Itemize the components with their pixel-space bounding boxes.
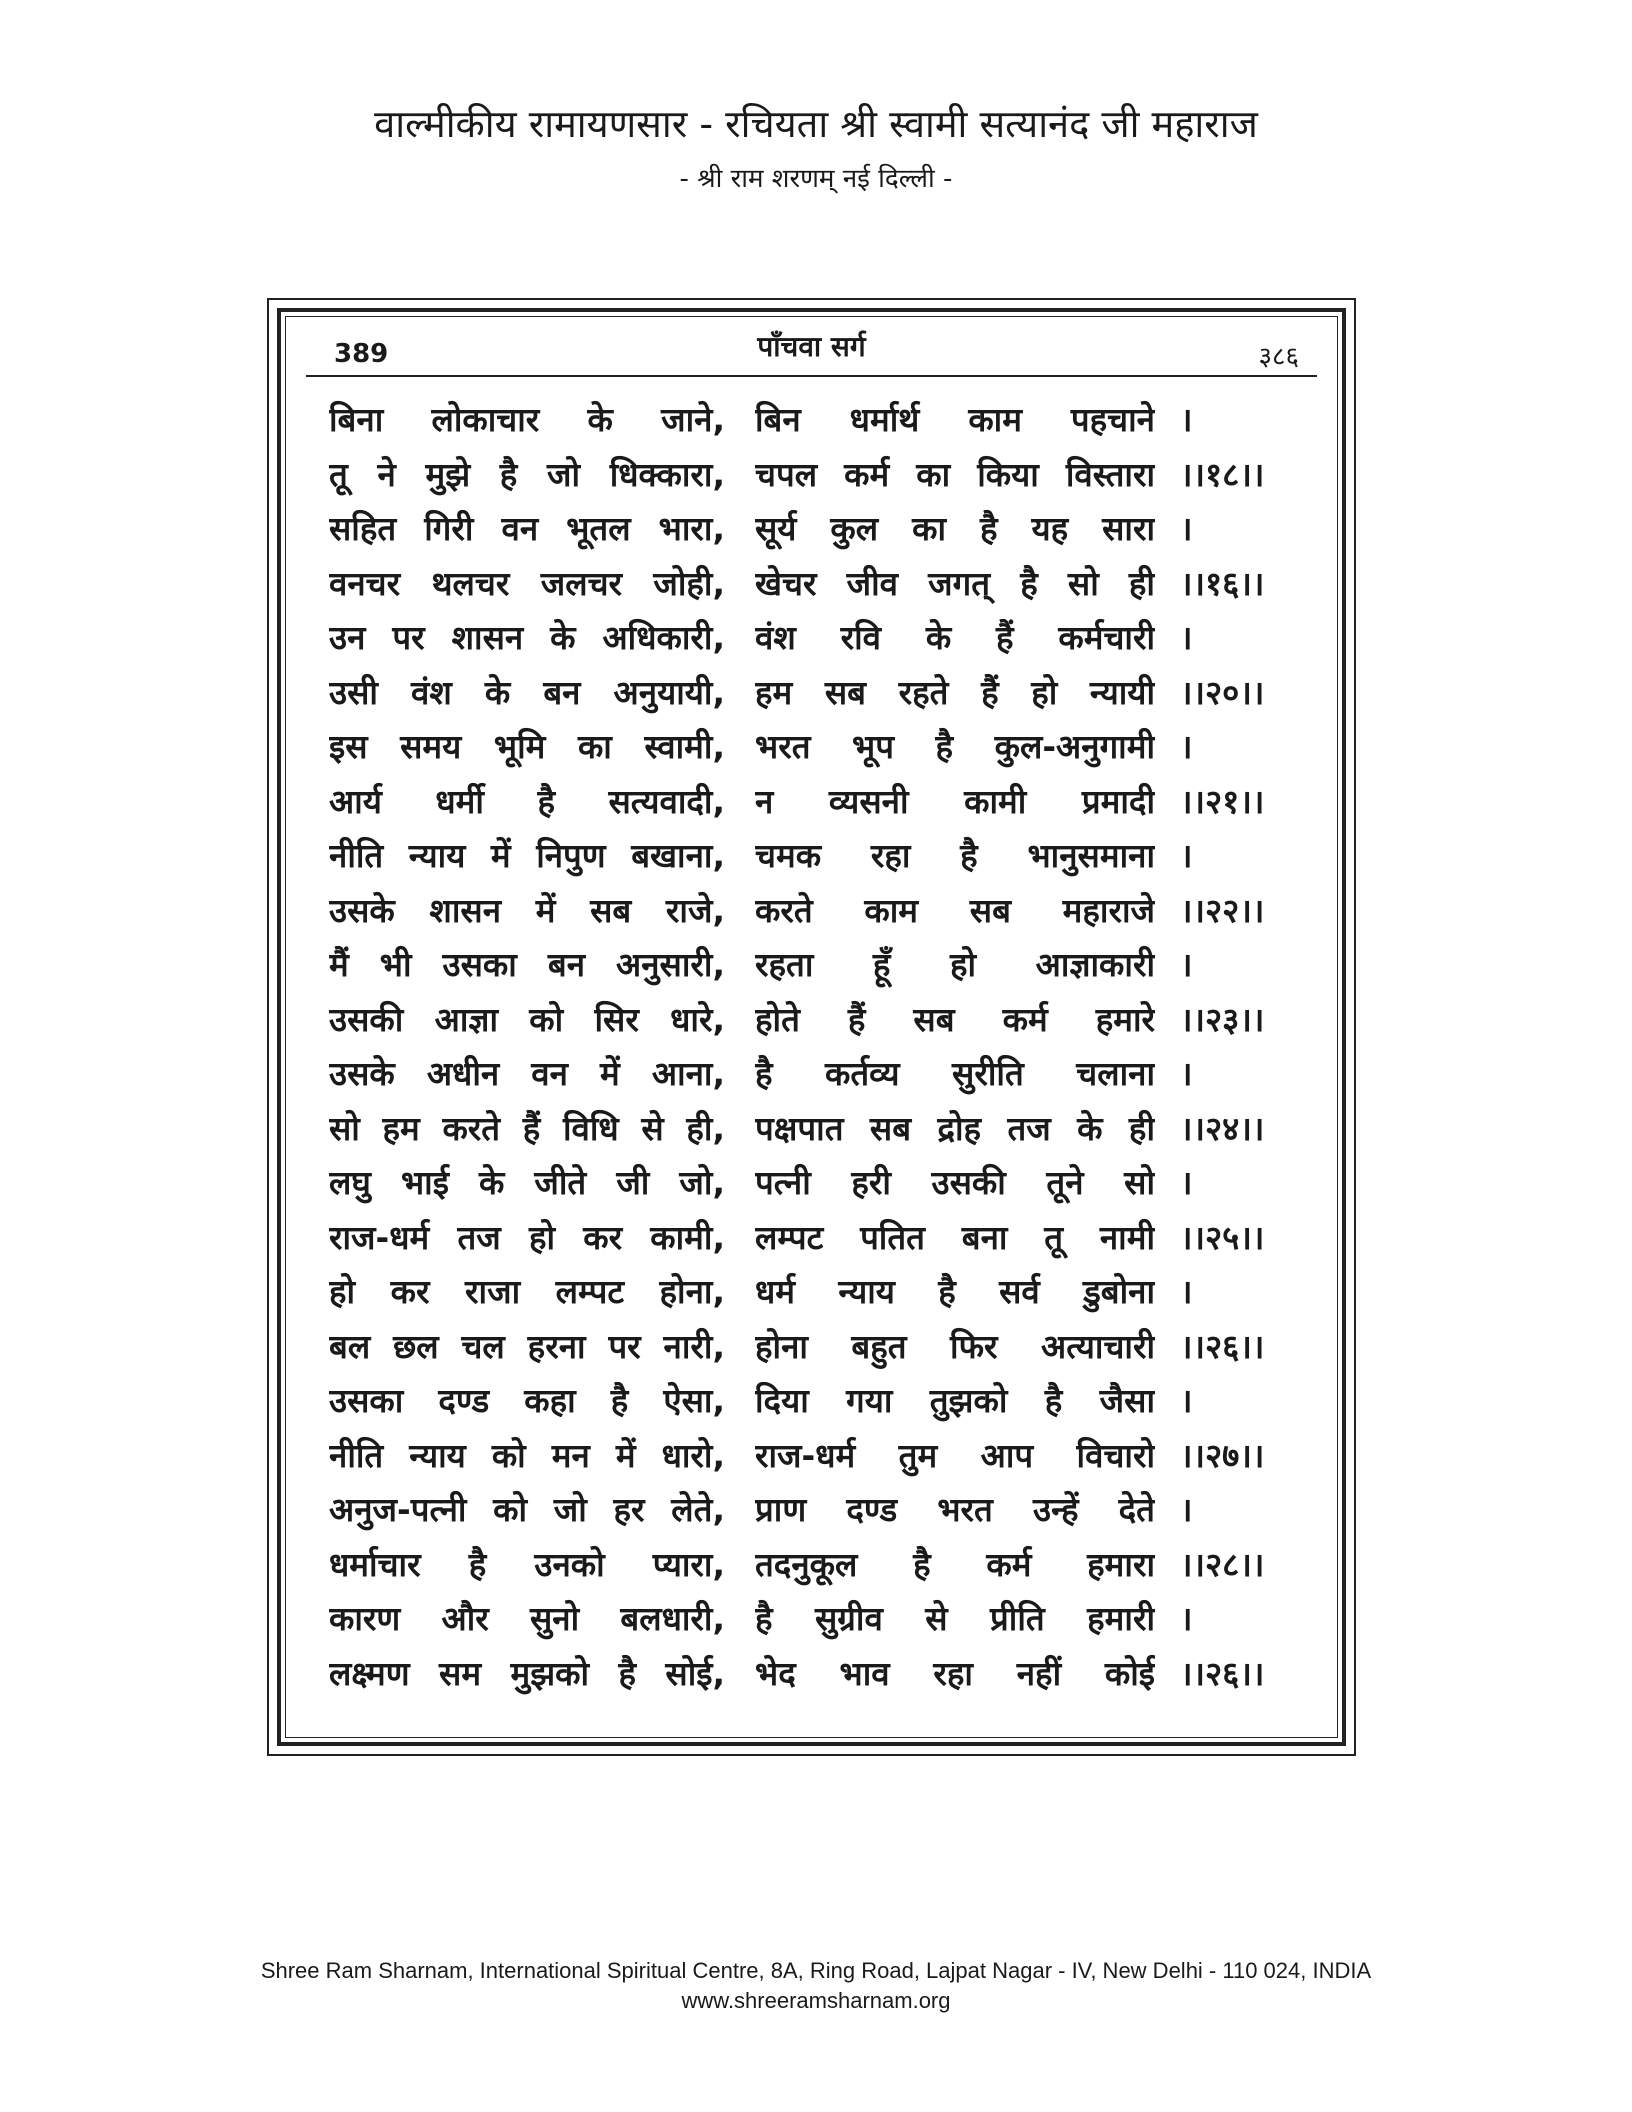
- verse-second-half: प्राण दण्ड भरत उन्हें देते: [755, 1490, 1155, 1529]
- verse-line: [286, 938, 1337, 993]
- verse-marker: ।: [1180, 727, 1193, 766]
- verse-marker: ।।१६।।: [1180, 563, 1265, 603]
- verse-first-half: नीति न्याय को मन में धारो,: [329, 1435, 725, 1475]
- verse-first-half: कारण और सुनो बलधारी,: [329, 1599, 725, 1638]
- verse-line: [286, 1102, 1337, 1157]
- verse-marker: ।।२७।।: [1180, 1435, 1265, 1475]
- verse-first-half: नीति न्याय में निपुण बखाना,: [329, 836, 725, 875]
- verse-line: [286, 1592, 1337, 1647]
- verse-line: [286, 1265, 1337, 1320]
- verse-first-half: उसी वंश के बन अनुयायी,: [329, 672, 725, 712]
- verse-marker: ।: [1180, 1599, 1193, 1638]
- verse-line: [286, 720, 1337, 775]
- verse-marker: ।: [1180, 945, 1193, 984]
- verse-first-half: सो हम करते हैं विधि से ही,: [329, 1108, 725, 1148]
- verse-marker: ।।२८।।: [1180, 1544, 1265, 1584]
- verse-first-half: हो कर राजा लम्पट होना,: [329, 1272, 725, 1311]
- verse-first-half: राज-धर्म तज हो कर कामी,: [329, 1217, 725, 1257]
- verse-line: [286, 1047, 1337, 1102]
- verse-first-half: मैं भी उसका बन अनुसारी,: [329, 945, 725, 984]
- page-number-devanagari: ३८६: [1258, 342, 1299, 372]
- verse-first-half: बिना लोकाचार के जाने,: [329, 400, 725, 439]
- verse-line: [286, 1156, 1337, 1211]
- verse-line: [286, 993, 1337, 1048]
- verse-second-half: भरत भूप है कुल-अनुगामी: [755, 727, 1155, 766]
- verse-second-half: होना बहुत फिर अत्याचारी: [755, 1326, 1155, 1366]
- verse-second-half: चमक रहा है भानुसमाना: [755, 836, 1155, 875]
- page-number-arabic: 389: [334, 339, 389, 369]
- verse-second-half: भेद भाव रहा नहीं कोई: [755, 1653, 1155, 1693]
- verse-second-half: वंश रवि के हैं कर्मचारी: [755, 618, 1155, 657]
- verse-list: [286, 393, 1337, 1701]
- verse-marker: ।।२२।।: [1180, 890, 1265, 930]
- verse-second-half: चपल कर्म का किया विस्तारा: [755, 454, 1155, 494]
- verse-second-half: बिन धर्मार्थ काम पहचाने: [755, 400, 1155, 439]
- verse-marker: ।: [1180, 836, 1193, 875]
- verse-line: [286, 448, 1337, 503]
- verse-line: [286, 393, 1337, 448]
- page-frame-inner: [277, 308, 1346, 1746]
- verse-first-half: इस समय भूमि का स्वामी,: [329, 727, 725, 766]
- verse-marker: ।।२६।।: [1180, 1326, 1265, 1366]
- verse-marker: ।: [1180, 1381, 1193, 1420]
- verse-marker: ।: [1180, 1272, 1193, 1311]
- footer-address: Shree Ram Sharnam, International Spiritual Centre, 8A, Ring Road, Lajpat Nagar - IV, New Delhi - 110 024, INDIA: [260, 1958, 1372, 1983]
- verse-second-half: दिया गया तुझको है जैसा: [755, 1381, 1155, 1420]
- verse-second-half: खेचर जीव जगत् है सो ही: [755, 563, 1155, 603]
- footer-website: www.shreeramsharnam.org: [681, 1988, 951, 2013]
- verse-line: [286, 884, 1337, 939]
- verse-first-half: आर्य धर्मी है सत्यवादी,: [329, 781, 725, 821]
- verse-marker: ।: [1180, 1490, 1193, 1529]
- verse-first-half: सहित गिरी वन भूतल भारा,: [329, 509, 725, 548]
- document-subtitle: - श्री राम शरणम् नई दिल्ली -: [679, 164, 953, 194]
- verse-line: [286, 775, 1337, 830]
- verse-marker: ।।२५।।: [1180, 1217, 1265, 1257]
- verse-first-half: वनचर थलचर जलचर जोही,: [329, 563, 725, 603]
- page-frame: [267, 298, 1356, 1756]
- verse-second-half: सूर्य कुल का है यह सारा: [755, 509, 1155, 548]
- verse-marker: ।: [1180, 400, 1193, 439]
- verse-first-half: उसके शासन में सब राजे,: [329, 890, 725, 930]
- verse-line: [286, 1320, 1337, 1375]
- verse-first-half: उसका दण्ड कहा है ऐसा,: [329, 1381, 725, 1420]
- verse-second-half: तदनुकूल है कर्म हमारा: [755, 1544, 1155, 1584]
- verse-second-half: लम्पट पतित बना तू नामी: [755, 1217, 1155, 1257]
- verse-marker: ।: [1180, 618, 1193, 657]
- verse-line: [286, 557, 1337, 612]
- verse-marker: ।।२६।।: [1180, 1653, 1265, 1693]
- verse-second-half: पत्नी हरी उसकी तूने सो: [755, 1163, 1155, 1202]
- verse-first-half: लक्ष्मण सम मुझको है सोई,: [329, 1653, 725, 1693]
- verse-line: [286, 1374, 1337, 1429]
- verse-second-half: करते काम सब महाराजे: [755, 890, 1155, 930]
- verse-marker: ।: [1180, 1163, 1193, 1202]
- verse-line: [286, 829, 1337, 884]
- verse-second-half: है कर्तव्य सुरीति चलाना: [755, 1054, 1155, 1093]
- verse-second-half: होते हैं सब कर्म हमारे: [755, 999, 1155, 1039]
- verse-line: [286, 1538, 1337, 1593]
- verse-second-half: है सुग्रीव से प्रीति हमारी: [755, 1599, 1155, 1638]
- verse-line: [286, 502, 1337, 557]
- verse-second-half: पक्षपात सब द्रोह तज के ही: [755, 1108, 1155, 1148]
- verse-marker: ।।१८।।: [1180, 454, 1265, 494]
- verse-second-half: हम सब रहते हैं हो न्यायी: [755, 672, 1155, 712]
- verse-second-half: न व्यसनी कामी प्रमादी: [755, 781, 1155, 821]
- verse-line: [286, 611, 1337, 666]
- verse-marker: ।: [1180, 1054, 1193, 1093]
- verse-first-half: धर्माचार है उनको प्यारा,: [329, 1544, 725, 1584]
- verse-marker: ।।२३।।: [1180, 999, 1265, 1039]
- verse-marker: ।: [1180, 509, 1193, 548]
- verse-marker: ।।२१।।: [1180, 781, 1265, 821]
- verse-marker: ।।२०।।: [1180, 672, 1265, 712]
- verse-second-half: धर्म न्याय है सर्व डुबोना: [755, 1272, 1155, 1311]
- verse-line: [286, 1647, 1337, 1702]
- verse-line: [286, 1483, 1337, 1538]
- verse-first-half: उसकी आज्ञा को सिर धारे,: [329, 999, 725, 1039]
- verse-line: [286, 666, 1337, 721]
- verse-first-half: तू ने मुझे है जो धिक्कारा,: [329, 454, 725, 494]
- chapter-title: पाँचवा सर्ग: [757, 330, 866, 363]
- verse-first-half: उसके अधीन वन में आना,: [329, 1054, 725, 1093]
- verse-second-half: रहता हूँ हो आज्ञाकारी: [755, 945, 1155, 984]
- document-title: वाल्मीकीय रामायणसार - रचियता श्री स्वामी सत्यानंद जी महाराज: [374, 102, 1258, 146]
- page-header: [306, 327, 1317, 377]
- page-frame-inner-line: [285, 316, 1338, 1738]
- verse-first-half: अनुज-पत्नी को जो हर लेते,: [329, 1490, 725, 1529]
- verse-first-half: उन पर शासन के अधिकारी,: [329, 618, 725, 657]
- verse-first-half: लघु भाई के जीते जी जो,: [329, 1163, 725, 1202]
- verse-line: [286, 1211, 1337, 1266]
- verse-line: [286, 1429, 1337, 1484]
- verse-second-half: राज-धर्म तुम आप विचारो: [755, 1435, 1155, 1475]
- verse-marker: ।।२४।।: [1180, 1108, 1265, 1148]
- verse-first-half: बल छल चल हरना पर नारी,: [329, 1326, 725, 1366]
